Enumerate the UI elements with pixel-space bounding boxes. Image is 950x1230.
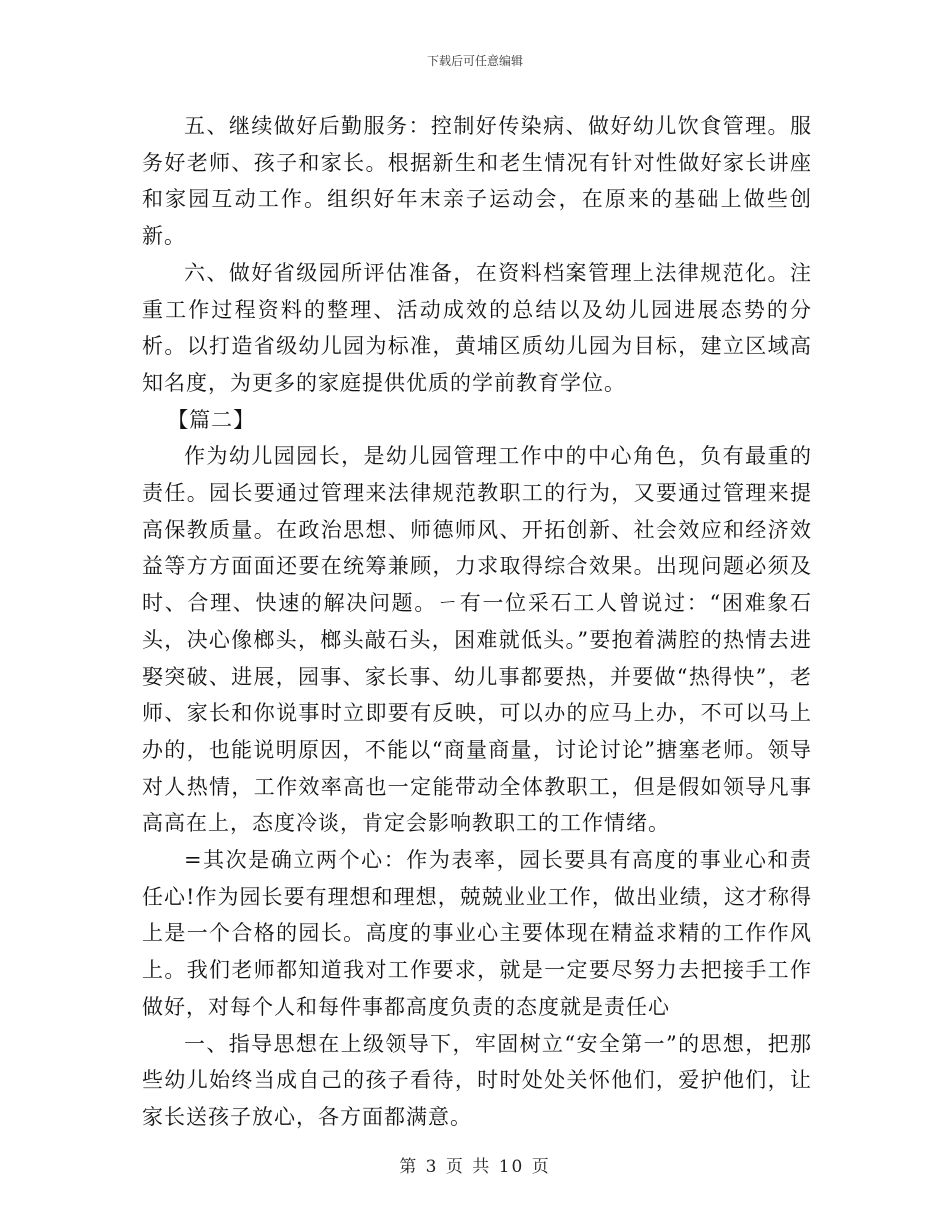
page-header: 下载后可任意编辑 [426, 54, 523, 68]
paragraph-logistics: 五、继续做好后勤服务：控制好传染病、做好幼儿饮食管理。服务好老师、孩子和家长。根据新生和老生情况有针对性做好家长讲座和家园互动工作。组织好年末亲子运动会，在原来的基础上做些创新。 [142, 114, 812, 249]
document-body [142, 108, 812, 1136]
paragraph-director-role: 作为幼儿园园长，是幼儿园管理工作中的中心角色，负有最重的责任。园长要通过管理来法律规范教职工的行为，又要通过管理来提高保教质量。在政治思想、师德师风、开拓创新、社会效应和经济效益等方方面面还要在统筹兼顾，力求取得综合效果。出现问题必须及时、合理、快速的解决问题。ㄧ有一位采石工人曾说过：“困难象石头，决心像榔头，榔头敲石头，困难就低头。”要抱着满腔的热情去进娶突破、进展，园事、家长事、幼儿事都要热，并要做“热得快”，老师、家长和你说事时立即要有反映，可以办的应马上办，不可以马上办的，也能说明原因，不能以“商量商量，讨论讨论”搪塞老师。领导对人热情，工作效率高也一定能带动全体教职工，但是假如领导凡事高高在上，态度冷谈，肯定会影响教职工的工作情绪。 [142, 444, 812, 836]
paragraph-evaluation: 六、做好省级园所评估准备，在资料档案管理上法律规范化。注重工作过程资料的整理、活动成效的总结以及幼儿园进展态势的分析。以打造省级幼儿园为标准，黄埔区质幼儿园为目标，建立区域高知名度，为更多的家庭提供优质的学前教育学位。 [142, 260, 812, 395]
paragraph-guiding-thought: 一、指导思想在上级领导下，牢固树立“安全第一”的思想，把那些幼儿始终当成自己的孩子看待，时时处处关怀他们，爱护他们，让家长送孩子放心，各方面都满意。 [142, 1031, 812, 1129]
paragraph-two-hearts: =其次是确立两个心：作为表率，园长要具有高度的事业心和责任心!作为园长要有理想和理想，兢兢业业工作，做出业绩，这才称得上是一个合格的园长。高度的事业心主要体现在精益求精的工作作风上。我们老师都知道我对工作要求，就是一定要尽努力去把接手工作做好，对每个人和每件事都高度负责的态度就是责任心 [142, 848, 812, 1019]
page-number: 第 3 页 共 10 页 [399, 1157, 551, 1177]
section-title: 【篇二】 [167, 407, 256, 432]
